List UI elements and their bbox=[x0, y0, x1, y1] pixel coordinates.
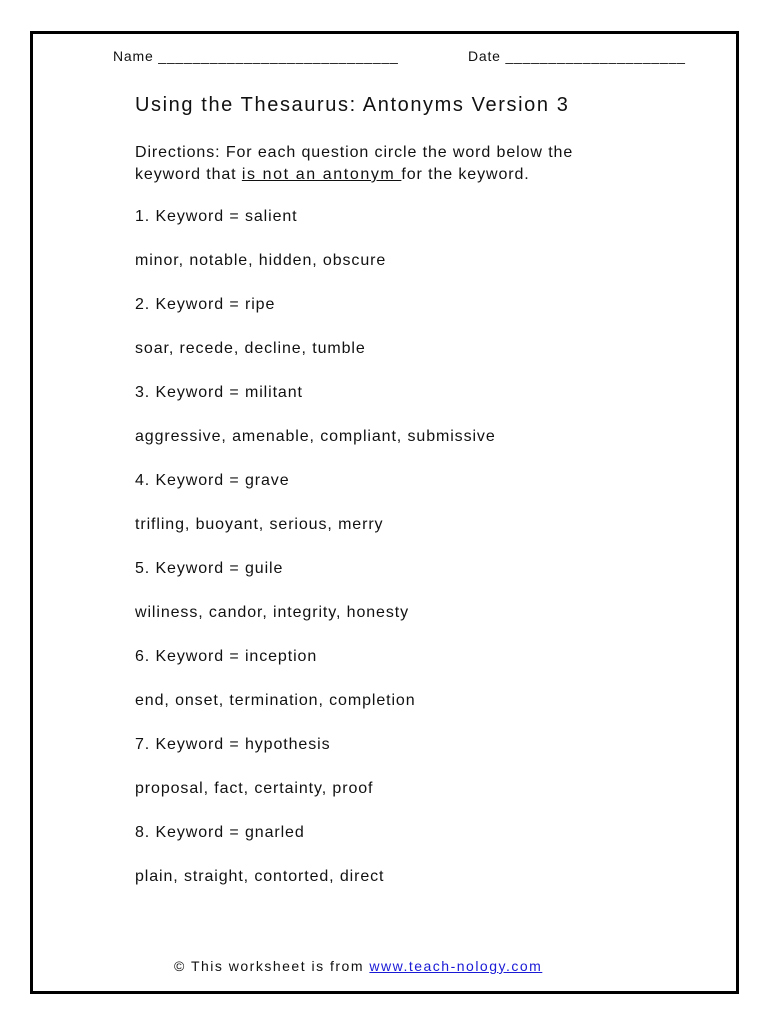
question-item bbox=[135, 470, 496, 558]
question-choices: end, onset, termination, completion bbox=[135, 692, 416, 709]
question-choices: trifling, buoyant, serious, merry bbox=[135, 516, 384, 533]
question-list bbox=[135, 206, 496, 910]
directions-text bbox=[135, 142, 573, 186]
date-field-label: Date _____________________ bbox=[468, 48, 686, 64]
question-keyword: 3. Keyword = militant bbox=[135, 384, 303, 401]
footer-credit bbox=[174, 958, 542, 974]
question-item bbox=[135, 206, 496, 294]
question-choices: wiliness, candor, integrity, honesty bbox=[135, 604, 410, 621]
question-choices: proposal, fact, certainty, proof bbox=[135, 780, 374, 797]
question-item bbox=[135, 734, 496, 822]
question-keyword: 4. Keyword = grave bbox=[135, 472, 290, 489]
worksheet-title: Using the Thesaurus: Antonyms Version 3 bbox=[135, 94, 570, 116]
question-item bbox=[135, 382, 496, 470]
question-choices: soar, recede, decline, tumble bbox=[135, 340, 366, 357]
question-choices: plain, straight, contorted, direct bbox=[135, 868, 385, 885]
question-item bbox=[135, 294, 496, 382]
question-choices: minor, notable, hidden, obscure bbox=[135, 252, 387, 269]
question-item bbox=[135, 646, 496, 734]
question-item bbox=[135, 558, 496, 646]
question-keyword: 1. Keyword = salient bbox=[135, 208, 298, 225]
question-keyword: 7. Keyword = hypothesis bbox=[135, 736, 331, 753]
question-keyword: 5. Keyword = guile bbox=[135, 560, 284, 577]
question-keyword: 6. Keyword = inception bbox=[135, 648, 318, 665]
directions-emphasis: is not an antonym bbox=[241, 166, 402, 183]
directions-prefix: keyword that bbox=[135, 166, 242, 183]
directions-line-1: Directions: For each question circle the word below the bbox=[135, 144, 574, 161]
footer-text: © This worksheet is from bbox=[174, 958, 370, 974]
directions-line-2 bbox=[135, 164, 573, 186]
footer-link[interactable]: www.teach-nology.com bbox=[369, 958, 543, 974]
directions-suffix: for the keyword. bbox=[401, 166, 530, 183]
question-keyword: 2. Keyword = ripe bbox=[135, 296, 276, 313]
question-choices: aggressive, amenable, compliant, submissive bbox=[135, 428, 496, 445]
name-field-label: Name ____________________________ bbox=[113, 48, 399, 64]
question-keyword: 8. Keyword = gnarled bbox=[135, 824, 305, 841]
question-item bbox=[135, 822, 496, 910]
